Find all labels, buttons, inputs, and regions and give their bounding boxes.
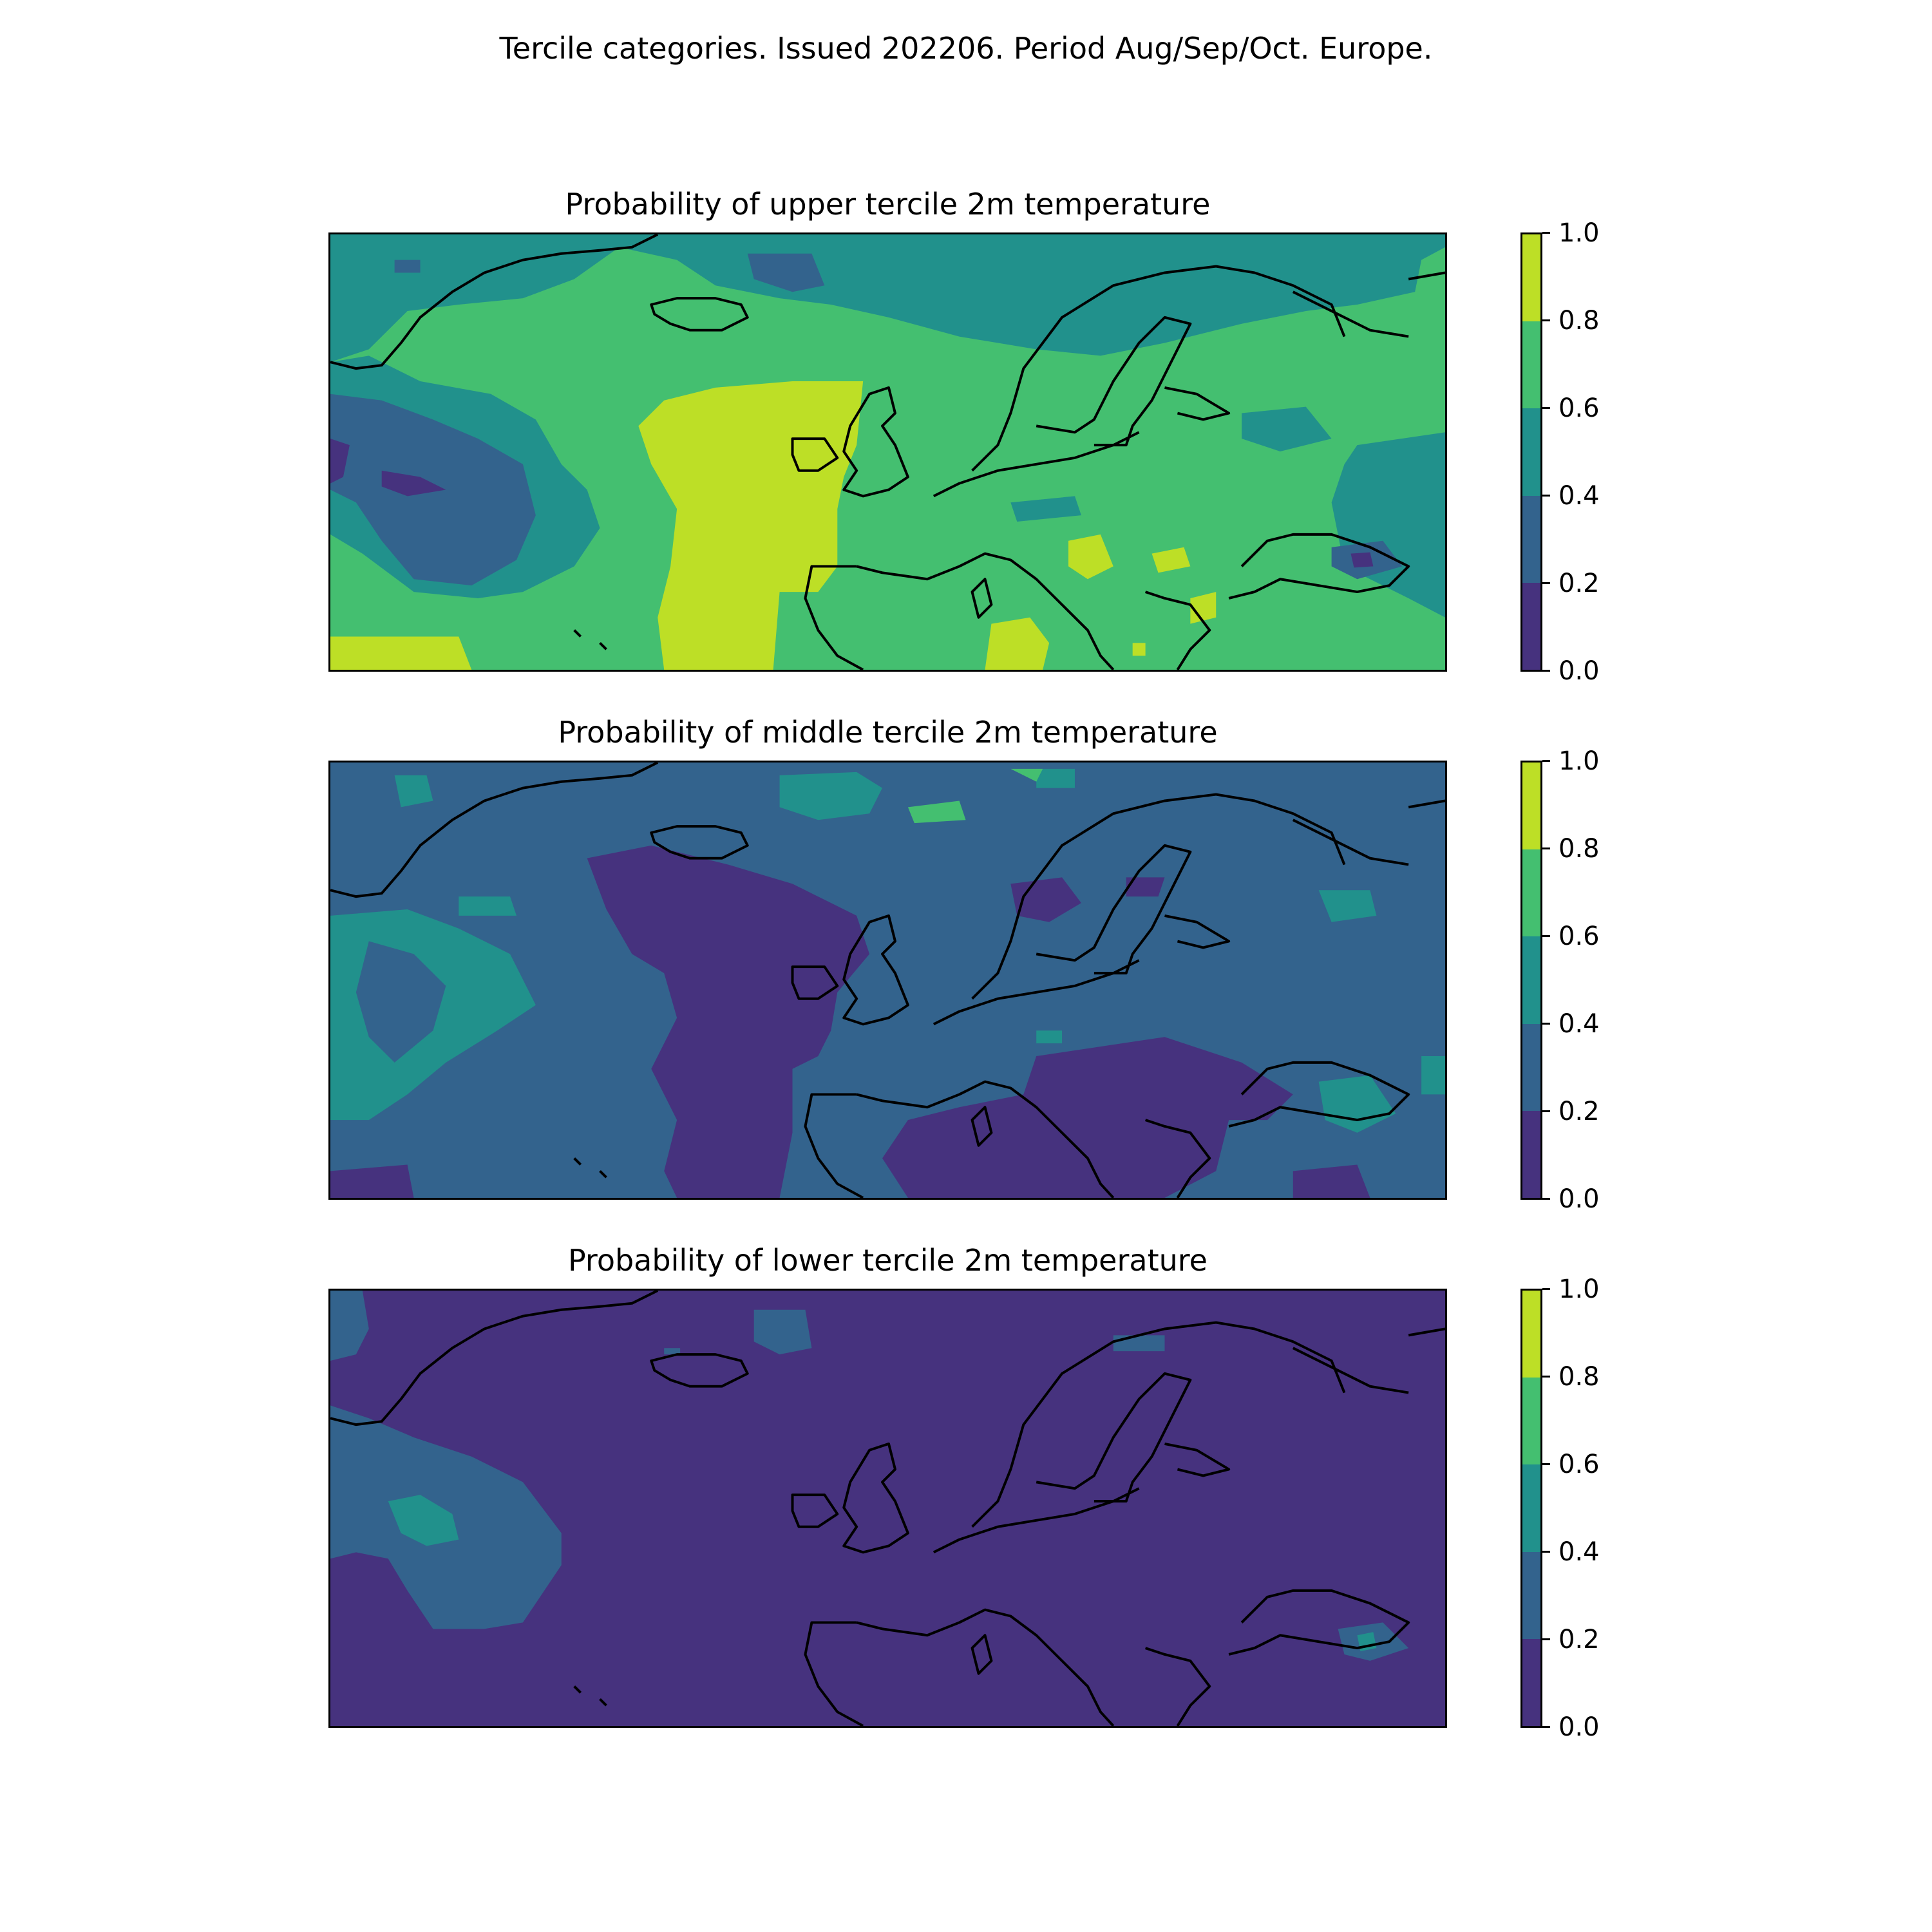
- colorbar-tick: [1542, 1288, 1550, 1290]
- colorbar-segment: [1522, 936, 1540, 1023]
- colorbar-tick: [1542, 1726, 1550, 1728]
- colorbar-segment: [1522, 1639, 1540, 1726]
- colorbar-tick: [1542, 495, 1550, 497]
- contour-blue-northwest: [330, 1291, 369, 1361]
- colorbar-segment: [1522, 1464, 1540, 1551]
- colorbar-tick: [1542, 760, 1550, 762]
- colorbar-tick: [1542, 848, 1550, 849]
- colorbar-tick: [1542, 1463, 1550, 1465]
- colorbar-segment: [1522, 496, 1540, 583]
- colorbar-tick: [1542, 670, 1550, 672]
- colorbar-segment: [1522, 1552, 1540, 1639]
- colorbar-tick: [1542, 582, 1550, 584]
- colorbar-tick: [1542, 1638, 1550, 1640]
- upper-tercile-map: [328, 232, 1447, 672]
- colorbar-tick: [1542, 232, 1550, 234]
- panel-title: Probability of upper tercile 2m temperature: [565, 187, 1211, 222]
- contour-teal-north: [330, 234, 1445, 362]
- colorbar-segment: [1522, 1024, 1540, 1111]
- colorbar-tick-label: 0.4: [1558, 1537, 1600, 1567]
- colorbar-tick-label: 0.0: [1558, 1712, 1600, 1742]
- figure-title: Tercile categories. Issued 202206. Period Aug/Sep/Oct. Europe.: [499, 31, 1433, 66]
- colorbar-segment: [1522, 408, 1540, 495]
- contour-teal-east: [1010, 407, 1445, 618]
- panel-title: Probability of lower tercile 2m temperature: [568, 1243, 1208, 1278]
- colorbar-tick: [1542, 1110, 1550, 1112]
- colorbar-tick-label: 0.6: [1558, 393, 1600, 423]
- colorbar-segment: [1522, 321, 1540, 408]
- contour-purple-atlantic: [587, 846, 869, 1198]
- upper-colorbar: [1520, 232, 1542, 672]
- colorbar-segment: [1522, 234, 1540, 321]
- lower-colorbar: [1520, 1289, 1542, 1728]
- middle-tercile-map: [328, 761, 1447, 1200]
- colorbar-tick: [1542, 407, 1550, 409]
- contour-purple-med: [882, 1037, 1293, 1198]
- colorbar-tick-label: 1.0: [1558, 746, 1600, 776]
- contour-green-north: [908, 769, 1043, 823]
- colorbar-tick-label: 0.6: [1558, 1450, 1600, 1479]
- colorbar-segment: [1522, 849, 1540, 936]
- contour-blue-north: [664, 1310, 1164, 1354]
- colorbar-tick: [1542, 319, 1550, 321]
- colorbar-tick-label: 0.4: [1558, 1009, 1600, 1039]
- colorbar-tick-label: 0.8: [1558, 834, 1600, 864]
- colorbar-tick-label: 0.8: [1558, 306, 1600, 336]
- colorbar-segment: [1522, 762, 1540, 849]
- colorbar-tick: [1542, 1023, 1550, 1025]
- colorbar-tick-label: 1.0: [1558, 1274, 1600, 1304]
- colorbar-tick-label: 1.0: [1558, 218, 1600, 248]
- colorbar-segment: [1522, 1291, 1540, 1378]
- colorbar-segment: [1522, 583, 1540, 670]
- contour-purple-east: [1351, 553, 1374, 568]
- colorbar-segment: [1522, 1111, 1540, 1198]
- colorbar-tick: [1542, 1551, 1550, 1553]
- contour-teal-north: [395, 769, 1075, 820]
- colorbar-tick-label: 0.0: [1558, 656, 1600, 686]
- colorbar-tick-label: 0.2: [1558, 1625, 1600, 1654]
- colorbar-tick: [1542, 1198, 1550, 1200]
- panel-title: Probability of middle tercile 2m temperature: [558, 715, 1218, 750]
- colorbar-tick-label: 0.2: [1558, 1097, 1600, 1126]
- contour-yellow-atlantic: [638, 381, 863, 670]
- colorbar-segment: [1522, 1378, 1540, 1464]
- colorbar-tick-label: 0.8: [1558, 1362, 1600, 1392]
- colorbar-tick-label: 0.4: [1558, 481, 1600, 511]
- colorbar-tick-label: 0.0: [1558, 1184, 1600, 1214]
- colorbar-tick-label: 0.2: [1558, 569, 1600, 598]
- lower-tercile-map: [328, 1289, 1447, 1728]
- colorbar-tick: [1542, 935, 1550, 937]
- colorbar-tick-label: 0.6: [1558, 922, 1600, 951]
- colorbar-tick: [1542, 1376, 1550, 1378]
- middle-colorbar: [1520, 761, 1542, 1200]
- contour-yellow-southwest: [330, 636, 471, 670]
